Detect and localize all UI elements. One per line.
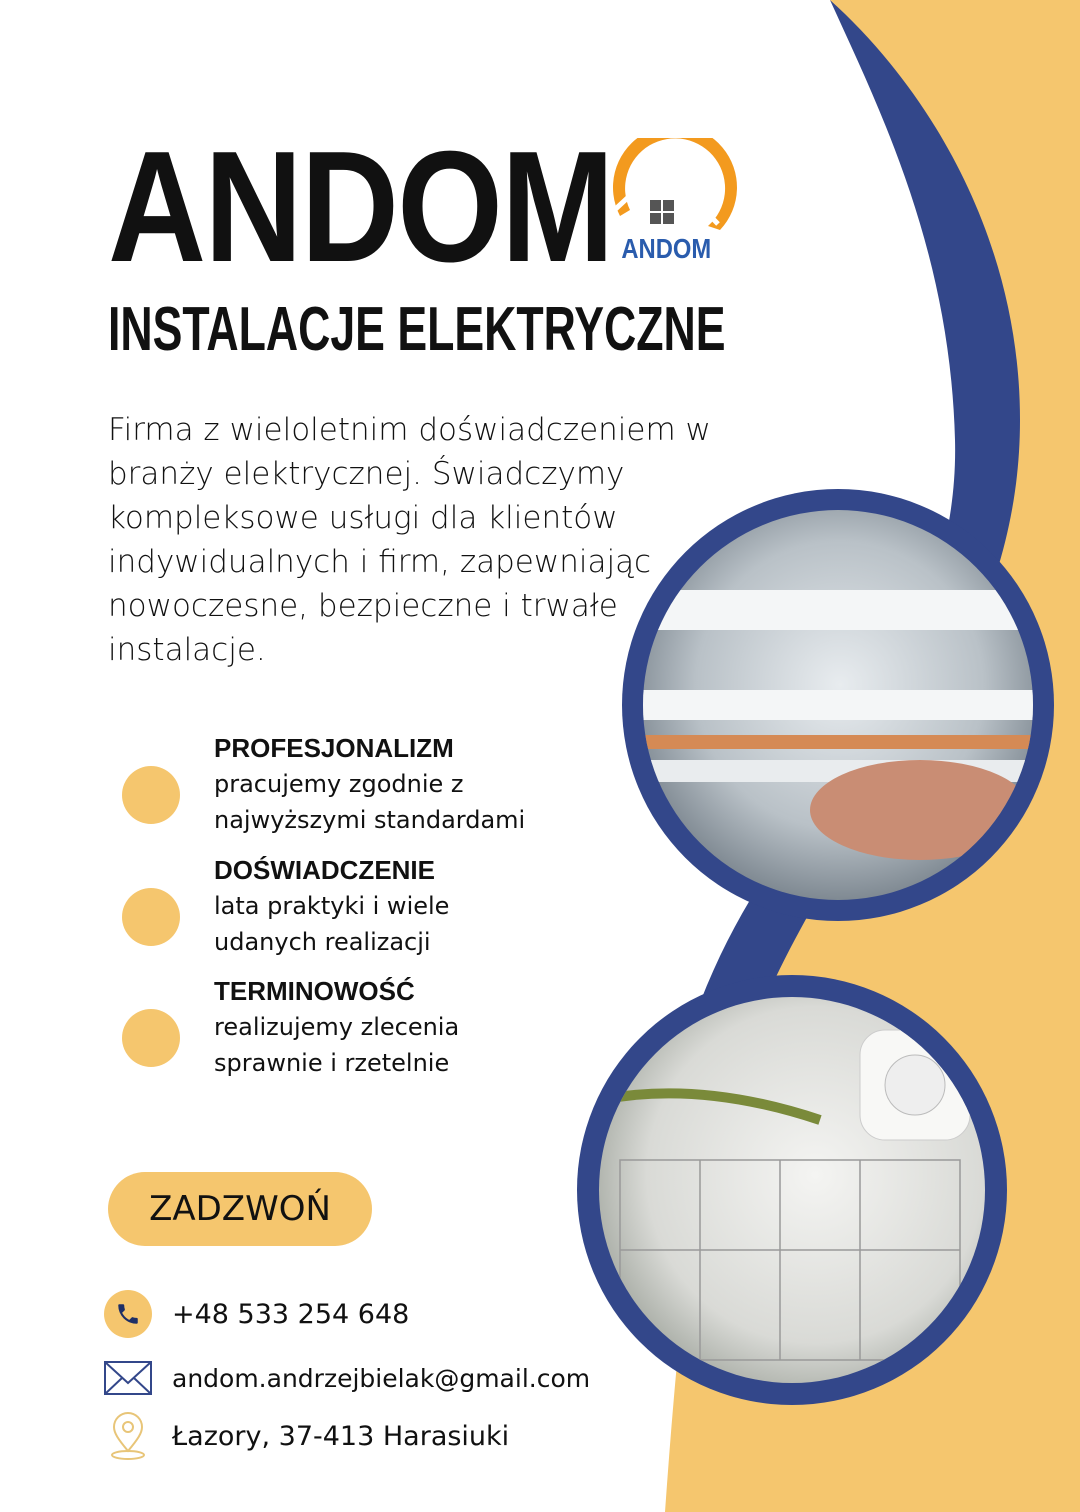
company-description: Firma z wieloletnim doświadczeniem w branży elektrycznej. Świadczymy kompleksowe usługi dla klientów indywidualnych i firm, zapewniając nowoczesne, bezpieczne i trwałe instalacje. (108, 412, 711, 668)
contact-address (104, 1412, 509, 1460)
brand-subtitle: INSTALACJE ELEKTRYCZNE (108, 295, 726, 364)
email-link[interactable]: andom.andrzejbielak@gmail.com (172, 1363, 591, 1393)
feature-line: udanych realizacji (214, 928, 431, 956)
address-text: Łazory, 37-413 Harasiuki (172, 1420, 510, 1452)
feature-line: lata praktyki i wiele (214, 892, 450, 920)
andom-logo (600, 138, 740, 268)
feature-line: najwyższymi standardami (214, 806, 526, 834)
feature-title: PROFESJONALIZM (214, 733, 454, 763)
bullet-dot (122, 888, 180, 946)
phone-number[interactable]: +48 533 254 648 (172, 1298, 410, 1330)
phone-icon (104, 1290, 152, 1338)
feature-line: sprawnie i rzetelnie (214, 1049, 450, 1077)
location-pin-icon (104, 1412, 152, 1460)
contact-phone (104, 1290, 409, 1338)
feature-title: TERMINOWOŚĆ (214, 976, 415, 1006)
svg-text:ANDOM: ANDOM (621, 232, 712, 265)
feature-line: realizujemy zlecenia (214, 1013, 460, 1041)
feature-title: DOŚWIADCZENIE (214, 855, 435, 885)
feature-line: pracujemy zgodnie z (214, 770, 464, 798)
envelope-icon (104, 1354, 152, 1402)
bullet-dot (122, 766, 180, 824)
brand-title: ANDOM (108, 119, 613, 295)
call-button[interactable]: ZADZWOŃ (108, 1172, 372, 1246)
bullet-dot (122, 1009, 180, 1067)
contact-email (104, 1354, 590, 1402)
